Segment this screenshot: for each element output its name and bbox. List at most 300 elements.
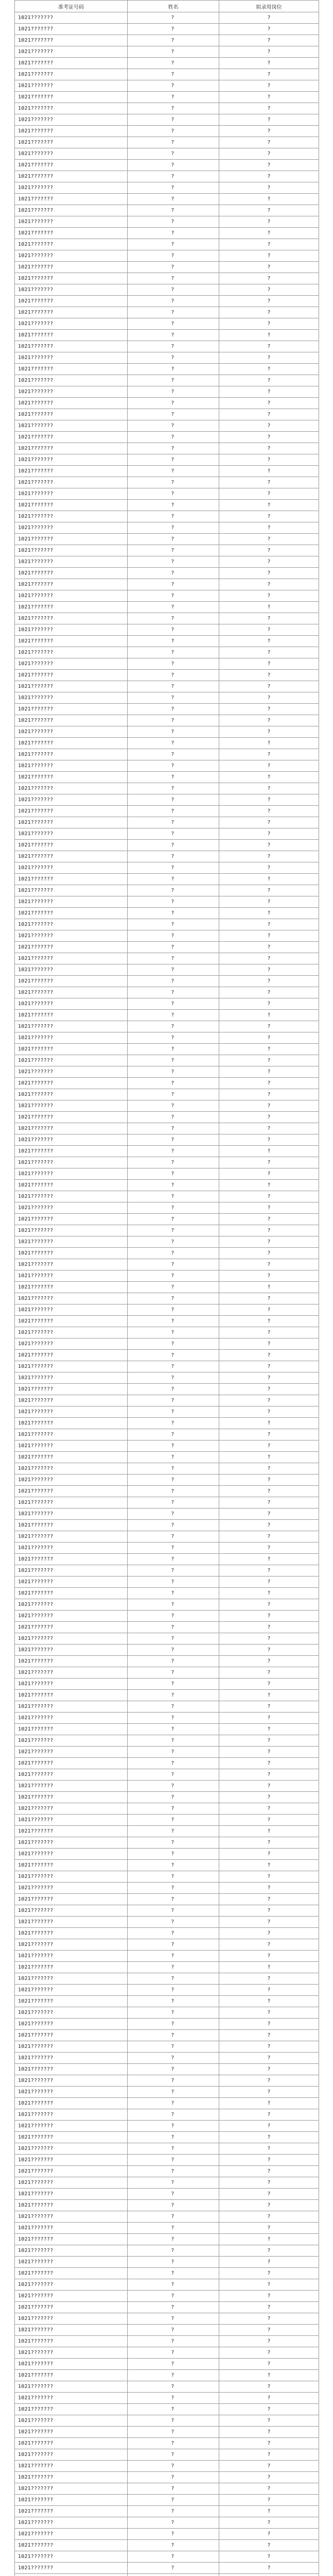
ticket-number-cell: 1021??????? [15,2472,128,2483]
position-cell: ? [219,1429,319,1440]
name-cell: ? [128,1089,219,1100]
table-row [15,806,319,817]
ticket-number-cell: 1021??????? [15,590,128,602]
name-cell: ? [128,1248,219,1259]
name-cell: ? [128,851,219,862]
position-cell: ? [219,1168,319,1180]
ticket-number-cell: 1021??????? [15,613,128,624]
name-cell: ? [128,1758,219,1769]
position-cell: ? [219,1713,319,1724]
name-cell: ? [128,2121,219,2132]
name-cell: ? [128,69,219,80]
name-cell: ? [128,1452,219,1463]
ticket-number-cell: 1021??????? [15,1747,128,1758]
position-cell: ? [219,919,319,930]
position-cell: ? [219,998,319,1010]
name-cell: ? [128,647,219,658]
position-cell: ? [219,1350,319,1361]
ticket-number-cell: 1021??????? [15,352,128,364]
table-row [15,1996,319,2007]
position-cell: ? [219,2495,319,2506]
table-row [15,2393,319,2404]
position-cell: ? [219,1112,319,1123]
table-row [15,466,319,477]
ticket-number-cell: 1021??????? [15,2166,128,2177]
position-cell: ? [219,182,319,194]
ticket-number-cell: 1021??????? [15,1293,128,1304]
position-cell: ? [219,2064,319,2075]
name-cell: ? [128,216,219,228]
table-row [15,2166,319,2177]
table-row [15,2313,319,2325]
table-row [15,726,319,738]
ticket-number-cell: 1021??????? [15,772,128,783]
ticket-number-cell: 1021??????? [15,2359,128,2370]
name-cell: ? [128,2007,219,2019]
table-row [15,126,319,137]
position-cell: ? [219,1679,319,1690]
position-cell: ? [219,2381,319,2393]
table-row [15,1645,319,1656]
ticket-number-cell: 1021??????? [15,1236,128,1248]
ticket-number-cell: 1021??????? [15,1044,128,1055]
ticket-number-cell: 1021??????? [15,2347,128,2359]
position-cell: ? [219,1985,319,1996]
name-cell: ? [128,1293,219,1304]
ticket-number-cell: 1021??????? [15,477,128,488]
table-row [15,1803,319,1815]
position-cell: ? [219,1146,319,1157]
position-cell: ? [219,715,319,726]
table-row [15,352,319,364]
position-cell: ? [219,2257,319,2268]
table-row [15,1372,319,1384]
name-cell: ? [128,511,219,522]
ticket-number-cell: 1021??????? [15,1395,128,1406]
ticket-number-cell: 1021??????? [15,964,128,976]
table-row [15,2053,319,2064]
position-cell: ? [219,296,319,307]
table-row [15,522,319,534]
position-cell: ? [219,749,319,760]
position-cell: ? [219,58,319,69]
ticket-number-cell: 1021??????? [15,1361,128,1372]
position-cell: ? [219,239,319,250]
table-row [15,1214,319,1225]
ticket-number-cell: 1021??????? [15,1735,128,1747]
name-cell: ? [128,1599,219,1611]
name-cell: ? [128,2461,219,2472]
ticket-number-cell: 1021??????? [15,250,128,262]
position-cell: ? [219,2483,319,2495]
position-cell: ? [219,681,319,692]
table-row [15,1486,319,1497]
table-row [15,2461,319,2472]
ticket-number-cell: 1021??????? [15,1191,128,1202]
name-cell: ? [128,194,219,205]
table-row [15,545,319,556]
name-cell: ? [128,420,219,432]
table-row [15,2211,319,2223]
name-cell: ? [128,1531,219,1543]
table-row [15,1679,319,1690]
ticket-number-cell: 1021??????? [15,1452,128,1463]
ticket-number-cell: 1021??????? [15,976,128,987]
table-row [15,2109,319,2121]
table-row [15,1475,319,1486]
ticket-number-cell: 1021??????? [15,1826,128,1837]
table-row [15,2041,319,2053]
name-cell: ? [128,2132,219,2143]
name-cell: ? [128,1894,219,1905]
name-cell: ? [128,806,219,817]
ticket-number-cell: 1021??????? [15,160,128,171]
name-cell: ? [128,1792,219,1803]
name-cell: ? [128,35,219,46]
name-cell: ? [128,738,219,749]
ticket-number-cell: 1021??????? [15,2041,128,2053]
position-cell: ? [219,828,319,840]
table-row [15,1350,319,1361]
ticket-number-cell: 1021??????? [15,1418,128,1429]
name-cell: ? [128,658,219,670]
position-cell: ? [219,1735,319,1747]
name-cell: ? [128,1951,219,1962]
position-cell: ? [219,2019,319,2030]
table-row [15,783,319,794]
name-cell: ? [128,2325,219,2336]
position-cell: ? [219,930,319,942]
position-cell: ? [219,2359,319,2370]
name-cell: ? [128,1100,219,1112]
position-cell: ? [219,488,319,500]
table-row [15,1599,319,1611]
name-cell: ? [128,12,219,24]
name-cell: ? [128,1316,219,1327]
ticket-number-cell: 1021??????? [15,1304,128,1316]
position-cell: ? [219,1270,319,1282]
name-cell: ? [128,2483,219,2495]
table-row [15,1270,319,1282]
name-cell: ? [128,1134,219,1146]
name-cell: ? [128,1611,219,1622]
table-row [15,375,319,386]
name-cell: ? [128,2268,219,2279]
ticket-number-cell: 1021??????? [15,1032,128,1044]
position-cell: ? [219,874,319,885]
name-cell: ? [128,137,219,148]
table-row [15,715,319,726]
ticket-number-cell: 1021??????? [15,1225,128,1236]
header-ticket-number: 准考证号码 [15,1,128,12]
name-cell: ? [128,1656,219,1667]
ticket-number-cell: 1021??????? [15,1928,128,1939]
ticket-number-cell: 1021??????? [15,1497,128,1509]
table-row [15,341,319,352]
name-cell: ? [128,930,219,942]
table-row [15,556,319,568]
ticket-number-cell: 1021??????? [15,2540,128,2551]
table-row [15,1100,319,1112]
table-row [15,738,319,749]
position-cell: ? [219,840,319,851]
name-cell: ? [128,919,219,930]
ticket-number-cell: 1021??????? [15,624,128,636]
name-cell: ? [128,2064,219,2075]
ticket-number-cell: 1021??????? [15,182,128,194]
name-cell: ? [128,1202,219,1214]
table-row [15,2019,319,2030]
position-cell: ? [219,1327,319,1338]
position-cell: ? [219,1894,319,1905]
ticket-number-cell: 1021??????? [15,1565,128,1577]
position-cell: ? [219,1577,319,1588]
position-cell: ? [219,2200,319,2211]
table-row [15,2325,319,2336]
ticket-number-cell: 1021??????? [15,1372,128,1384]
position-cell: ? [219,1837,319,1849]
name-cell: ? [128,1588,219,1599]
ticket-number-cell: 1021??????? [15,647,128,658]
ticket-number-cell: 1021??????? [15,216,128,228]
table-row [15,749,319,760]
name-cell: ? [128,1395,219,1406]
name-cell: ? [128,1849,219,1860]
name-cell: ? [128,976,219,987]
table-row [15,692,319,704]
ticket-number-cell: 1021??????? [15,500,128,511]
name-cell: ? [128,1577,219,1588]
name-cell: ? [128,2019,219,2030]
ticket-number-cell: 1021??????? [15,2415,128,2427]
name-cell: ? [128,2449,219,2461]
table-row [15,1713,319,1724]
table-row [15,2495,319,2506]
table-row [15,1123,319,1134]
name-cell: ? [128,2495,219,2506]
table-row [15,1066,319,1078]
ticket-number-cell: 1021??????? [15,1021,128,1032]
ticket-number-cell: 1021??????? [15,1531,128,1543]
name-cell: ? [128,2381,219,2393]
table-row [15,35,319,46]
table-row [15,2563,319,2574]
table-row [15,1146,319,1157]
name-cell: ? [128,1350,219,1361]
position-cell: ? [219,1520,319,1531]
ticket-number-cell: 1021??????? [15,1384,128,1395]
ticket-number-cell: 1021??????? [15,1168,128,1180]
position-cell: ? [219,1191,319,1202]
table-row [15,1588,319,1599]
position-cell: ? [219,1293,319,1304]
ticket-number-cell: 1021??????? [15,749,128,760]
position-cell: ? [219,137,319,148]
table-row [15,2200,319,2211]
table-row [15,2483,319,2495]
name-cell: ? [128,749,219,760]
ticket-number-cell: 1021??????? [15,1157,128,1168]
ticket-number-cell: 1021??????? [15,1270,128,1282]
ticket-number-cell: 1021??????? [15,2268,128,2279]
table-row [15,590,319,602]
table-row [15,1860,319,1871]
ticket-number-cell: 1021??????? [15,1112,128,1123]
ticket-number-cell: 1021??????? [15,534,128,545]
position-cell: ? [219,194,319,205]
table-row [15,2030,319,2041]
name-cell: ? [128,670,219,681]
name-cell: ? [128,171,219,182]
position-cell: ? [219,1996,319,2007]
table-row [15,1259,319,1270]
name-cell: ? [128,1384,219,1395]
position-cell: ? [219,568,319,579]
ticket-number-cell: 1021??????? [15,1917,128,1928]
table-row [15,386,319,398]
position-cell: ? [219,1418,319,1429]
position-cell: ? [219,2132,319,2143]
position-cell: ? [219,2245,319,2257]
name-cell: ? [128,624,219,636]
position-cell: ? [219,1826,319,1837]
header-position: 拟录用岗位 [219,1,319,12]
ticket-number-cell: 1021??????? [15,783,128,794]
name-cell: ? [128,2166,219,2177]
ticket-number-cell: 1021??????? [15,2461,128,2472]
position-cell: ? [219,2336,319,2347]
ticket-number-cell: 1021??????? [15,466,128,477]
ticket-number-cell: 1021??????? [15,1089,128,1100]
name-cell: ? [128,1361,219,1372]
table-row [15,2404,319,2415]
table-row [15,2506,319,2517]
ticket-number-cell: 1021??????? [15,1951,128,1962]
position-cell: ? [219,1384,319,1395]
ticket-number-cell: 1021??????? [15,1338,128,1350]
position-cell: ? [219,2438,319,2449]
ticket-number-cell: 1021??????? [15,851,128,862]
name-cell: ? [128,1463,219,1475]
position-cell: ? [219,772,319,783]
table-row [15,2540,319,2551]
table-row [15,817,319,828]
name-cell: ? [128,1032,219,1044]
ticket-number-cell: 1021??????? [15,46,128,58]
position-cell: ? [219,1690,319,1701]
name-cell: ? [128,1679,219,1690]
table-row [15,2245,319,2257]
ticket-number-cell: 1021??????? [15,1588,128,1599]
ticket-number-cell: 1021??????? [15,828,128,840]
name-cell: ? [128,1486,219,1497]
position-cell: ? [219,1667,319,1679]
name-cell: ? [128,1282,219,1293]
table-row [15,919,319,930]
name-cell: ? [128,1406,219,1418]
table-row [15,330,319,341]
name-cell: ? [128,466,219,477]
ticket-number-cell: 1021??????? [15,1146,128,1157]
table-row [15,828,319,840]
position-cell: ? [219,862,319,874]
ticket-number-cell: 1021??????? [15,930,128,942]
name-cell: ? [128,534,219,545]
ticket-number-cell: 1021??????? [15,987,128,998]
ticket-number-cell: 1021??????? [15,885,128,896]
position-cell: ? [219,262,319,273]
ticket-number-cell: 1021??????? [15,137,128,148]
table-row [15,1849,319,1860]
name-cell: ? [128,2177,219,2189]
ticket-number-cell: 1021??????? [15,1180,128,1191]
table-row [15,1939,319,1951]
name-cell: ? [128,1826,219,1837]
name-cell: ? [128,318,219,330]
table-row [15,2574,319,2576]
ticket-number-cell: 1021??????? [15,2064,128,2075]
name-cell: ? [128,2098,219,2109]
table-row [15,296,319,307]
position-cell: ? [219,1440,319,1452]
name-cell: ? [128,352,219,364]
ticket-number-cell: 1021??????? [15,2121,128,2132]
ticket-number-cell: 1021??????? [15,239,128,250]
position-cell: ? [219,1100,319,1112]
ticket-number-cell: 1021??????? [15,1100,128,1112]
position-cell: ? [219,1078,319,1089]
ticket-number-cell: 1021??????? [15,1724,128,1735]
ticket-number-cell: 1021??????? [15,522,128,534]
table-row [15,1531,319,1543]
position-cell: ? [219,522,319,534]
table-row [15,477,319,488]
name-cell: ? [128,1554,219,1565]
table-row [15,148,319,160]
table-row [15,2472,319,2483]
ticket-number-cell: 1021??????? [15,2177,128,2189]
position-cell: ? [219,726,319,738]
position-cell: ? [219,1066,319,1078]
position-cell: ? [219,2291,319,2302]
table-row [15,2381,319,2393]
name-cell: ? [128,1985,219,1996]
position-cell: ? [219,2053,319,2064]
ticket-number-cell: 1021??????? [15,375,128,386]
ticket-number-cell: 1021??????? [15,953,128,964]
ticket-number-cell: 1021??????? [15,794,128,806]
ticket-number-cell: 1021??????? [15,69,128,80]
table-row [15,24,319,35]
table-row [15,1463,319,1475]
table-row [15,1985,319,1996]
ticket-number-cell: 1021??????? [15,1792,128,1803]
table-row [15,1202,319,1214]
position-cell: ? [219,1656,319,1667]
table-row [15,160,319,171]
position-cell: ? [219,1803,319,1815]
ticket-number-cell: 1021??????? [15,432,128,443]
ticket-number-cell: 1021??????? [15,2109,128,2121]
ticket-number-cell: 1021??????? [15,1633,128,1645]
position-cell: ? [219,126,319,137]
name-cell: ? [128,1236,219,1248]
table-row [15,1769,319,1781]
ticket-number-cell: 1021??????? [15,692,128,704]
table-row [15,2121,319,2132]
position-cell: ? [219,1259,319,1270]
name-cell: ? [128,1622,219,1633]
